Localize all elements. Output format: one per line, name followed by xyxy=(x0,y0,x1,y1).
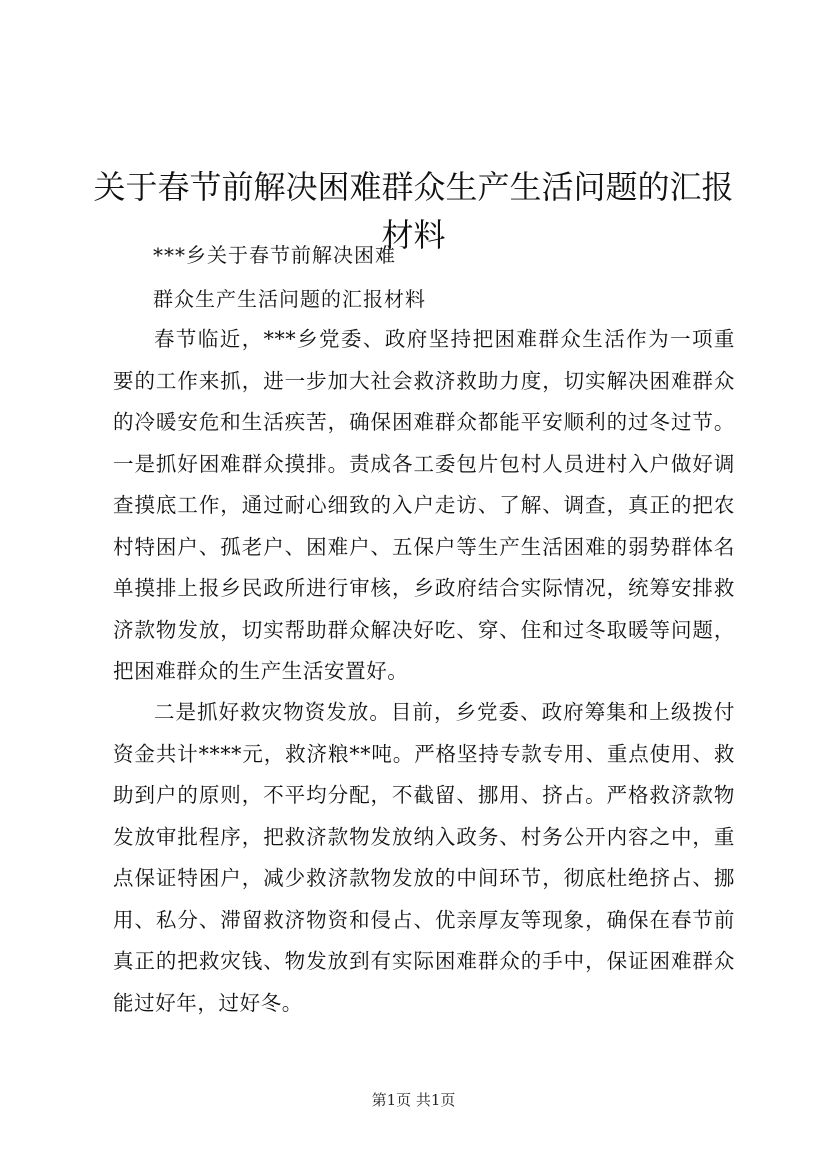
body-paragraph-2: 二是抓好救灾物资发放。目前，乡党委、政府筹集和上级拨付资金共计****元，救济粮**吨。严格坚持专款专用、重点使用、救助到户的原则，不平均分配，不截留、挪用、挤占。严格救济款物发放审批程序，把救济款物发放纳入政务、村务公开内容之中，重点保证特困户，减少救济款物发放的中间环节，彻底杜绝挤占、挪用、私分、滞留救济物资和侵占、优亲厚友等现象，确保在春节前真正的把救灾钱、物发放到有实际困难群众的手中，保证困难群众能过好年，过好冬。 xyxy=(113,700,735,1015)
body-paragraph-1: 春节临近，***乡党委、政府坚持把困难群众生活作为一项重要的工作来抓，进一步加大社会救济救助力度，切实解决困难群众的冷暖安危和生活疾苦，确保困难群众都能平安顺利的过冬过节。一是抓好困难群众摸排。责成各工委包片包村人员进村入户做好调查摸底工作，通过耐心细致的入户走访、了解、调查，真正的把农村特困户、孤老户、困难户、五保户等生产生活困难的弱势群体名单摸排上报乡民政所进行审核，乡政府结合实际情况，统筹安排救济款物发放，切实帮助群众解决好吃、穿、住和过冬取暖等问题，把困难群众的生产生活安置好。 xyxy=(113,327,735,683)
subheading-line-1: ***乡关于春节前解决困难 xyxy=(153,243,396,267)
page-footer: 第1页 共1页 xyxy=(371,1091,456,1109)
document-title: 关于春节前解决困难群众生产生活问题的汇报材料 xyxy=(93,168,734,255)
subheading-line-2: 群众生产生活问题的汇报材料 xyxy=(153,287,426,311)
